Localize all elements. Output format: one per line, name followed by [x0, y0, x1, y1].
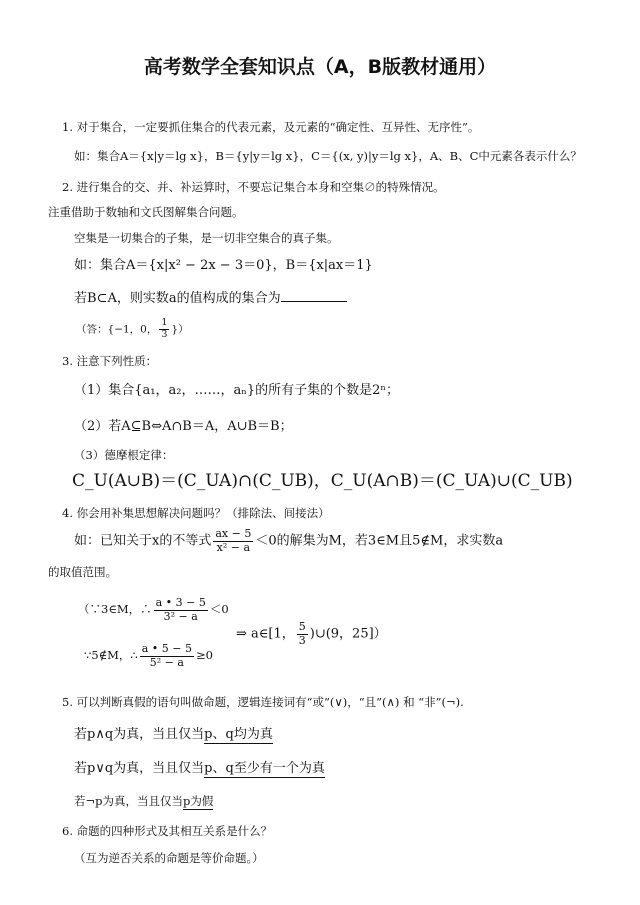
item-5-not-underlined: p为假 [183, 794, 214, 808]
answer-fraction [159, 318, 169, 341]
answer-values: −1，0， [114, 323, 158, 336]
item-4-example-post: ＜0的解集为M，若3∈M且5∉M，求实数a [255, 533, 504, 549]
item-5-and-underlined: p、q均为真 [204, 727, 273, 742]
de-morgan-law: C_U(A∪B)＝(C_UA)∩(C_UB)，C_U(A∩B)＝(C_UA)∪(C_UB) [72, 471, 573, 491]
item-2-answer [76, 318, 189, 341]
item-3-property-3: （3）德摩根定律： [74, 448, 174, 462]
item-2-question [74, 291, 347, 307]
solution-2-post: ≥0 [196, 648, 213, 663]
answer-fraction-numerator: 1 [161, 317, 168, 328]
item-4-example-pre: 如：已知关于x的不等式 [74, 533, 212, 549]
answer-fraction-denominator: 3 [161, 328, 168, 340]
item-5-and [74, 727, 273, 743]
item-6-text: 6. 命题的四种形式及其相互关系是什么？ [62, 824, 273, 838]
answer-suffix: }） [171, 323, 189, 336]
solution-2-fraction [140, 643, 194, 669]
inequality-numerator: ax − 5 [215, 527, 252, 540]
item-4-continuation: 的取值范围。 [48, 565, 117, 579]
item-4-example [74, 528, 503, 554]
item-4-text: 4. 你会用补集思想解决问题吗？（排除法、间接法） [62, 506, 330, 520]
solution-line-2 [84, 643, 213, 669]
item-5-not-pre: 若¬p为真，当且仅当 [74, 794, 183, 808]
item-1-example: 如：集合A＝{x|y＝lg x}，B＝{y|y＝lg x}，C＝{(x, y)|y＝lg x}，A、B、C中元素各表示什么？ [74, 149, 582, 163]
solution-1-fraction [154, 597, 208, 623]
answer-prefix: （答：{ [76, 323, 115, 336]
item-5-and-pre: 若p∧q为真，当且仅当 [74, 727, 205, 742]
page-title: 高考数学全套知识点（A，B版教材通用） [143, 56, 497, 78]
solution-1-numerator: a • 3 − 5 [155, 596, 206, 609]
item-5-or [74, 761, 325, 777]
solution-1-post: ＜0 [209, 602, 229, 617]
item-5-text: 5. 可以判断真假的语句叫做命题，逻辑连接词有“或”(∨)，“且”(∧) 和 “非”(¬). [62, 695, 464, 709]
item-2-example: 如：集合A＝{x|x² − 2x − 3＝0}，B＝{x|ax＝1} [74, 258, 373, 273]
item-2-question-text: 若B⊂A，则实数a的值构成的集合为 [74, 291, 281, 306]
inequality-fraction [213, 528, 253, 554]
item-2-empty-set-note: 空集是一切集合的子集，是一切非空集合的真子集。 [74, 231, 339, 245]
solution-result-denominator: 3 [298, 633, 306, 647]
solution-result-fraction [297, 621, 308, 647]
solution-result-pre: ⇒ a∈[1， [236, 626, 295, 642]
item-2-text: 2. 进行集合的交、并、补运算时，不要忘记集合本身和空集∅的特殊情况。 [62, 180, 445, 194]
solution-line-1 [78, 597, 229, 623]
inequality-denominator: x² − a [216, 540, 251, 554]
solution-result [236, 621, 387, 647]
solution-2-numerator: a • 5 − 5 [141, 642, 192, 655]
solution-1-pre: （∵3∈M，∴ [78, 602, 152, 617]
item-5-or-pre: 若p∨q为真，当且仅当 [74, 761, 205, 776]
solution-result-numerator: 5 [298, 620, 306, 633]
solution-2-pre: ∵5∉M，∴ [84, 648, 138, 663]
item-3-property-1: （1）集合{a₁，a₂，……，aₙ}的所有子集的个数是2ⁿ； [74, 383, 400, 398]
solution-1-denominator: 3² − a [163, 609, 198, 623]
item-2-continuation: 注重借助于数轴和文氏图解集合问题。 [48, 205, 244, 219]
item-6-note: （互为逆否关系的命题是等价命题。） [74, 851, 264, 865]
item-5-not [74, 795, 213, 809]
solution-result-post: )∪(9，25]） [309, 626, 387, 642]
item-3-property-2: （2）若A⊆B⇔A∩B＝A，A∪B＝B； [74, 419, 293, 434]
solution-2-denominator: 5² − a [149, 655, 184, 669]
item-1-text: 1. 对于集合，一定要抓住集合的代表元素，及元素的“确定性、互异性、无序性”。 [62, 120, 480, 134]
answer-blank [281, 291, 347, 302]
item-3-text: 3. 注意下列性质： [62, 354, 158, 368]
item-5-or-underlined: p、q至少有一个为真 [204, 761, 325, 776]
